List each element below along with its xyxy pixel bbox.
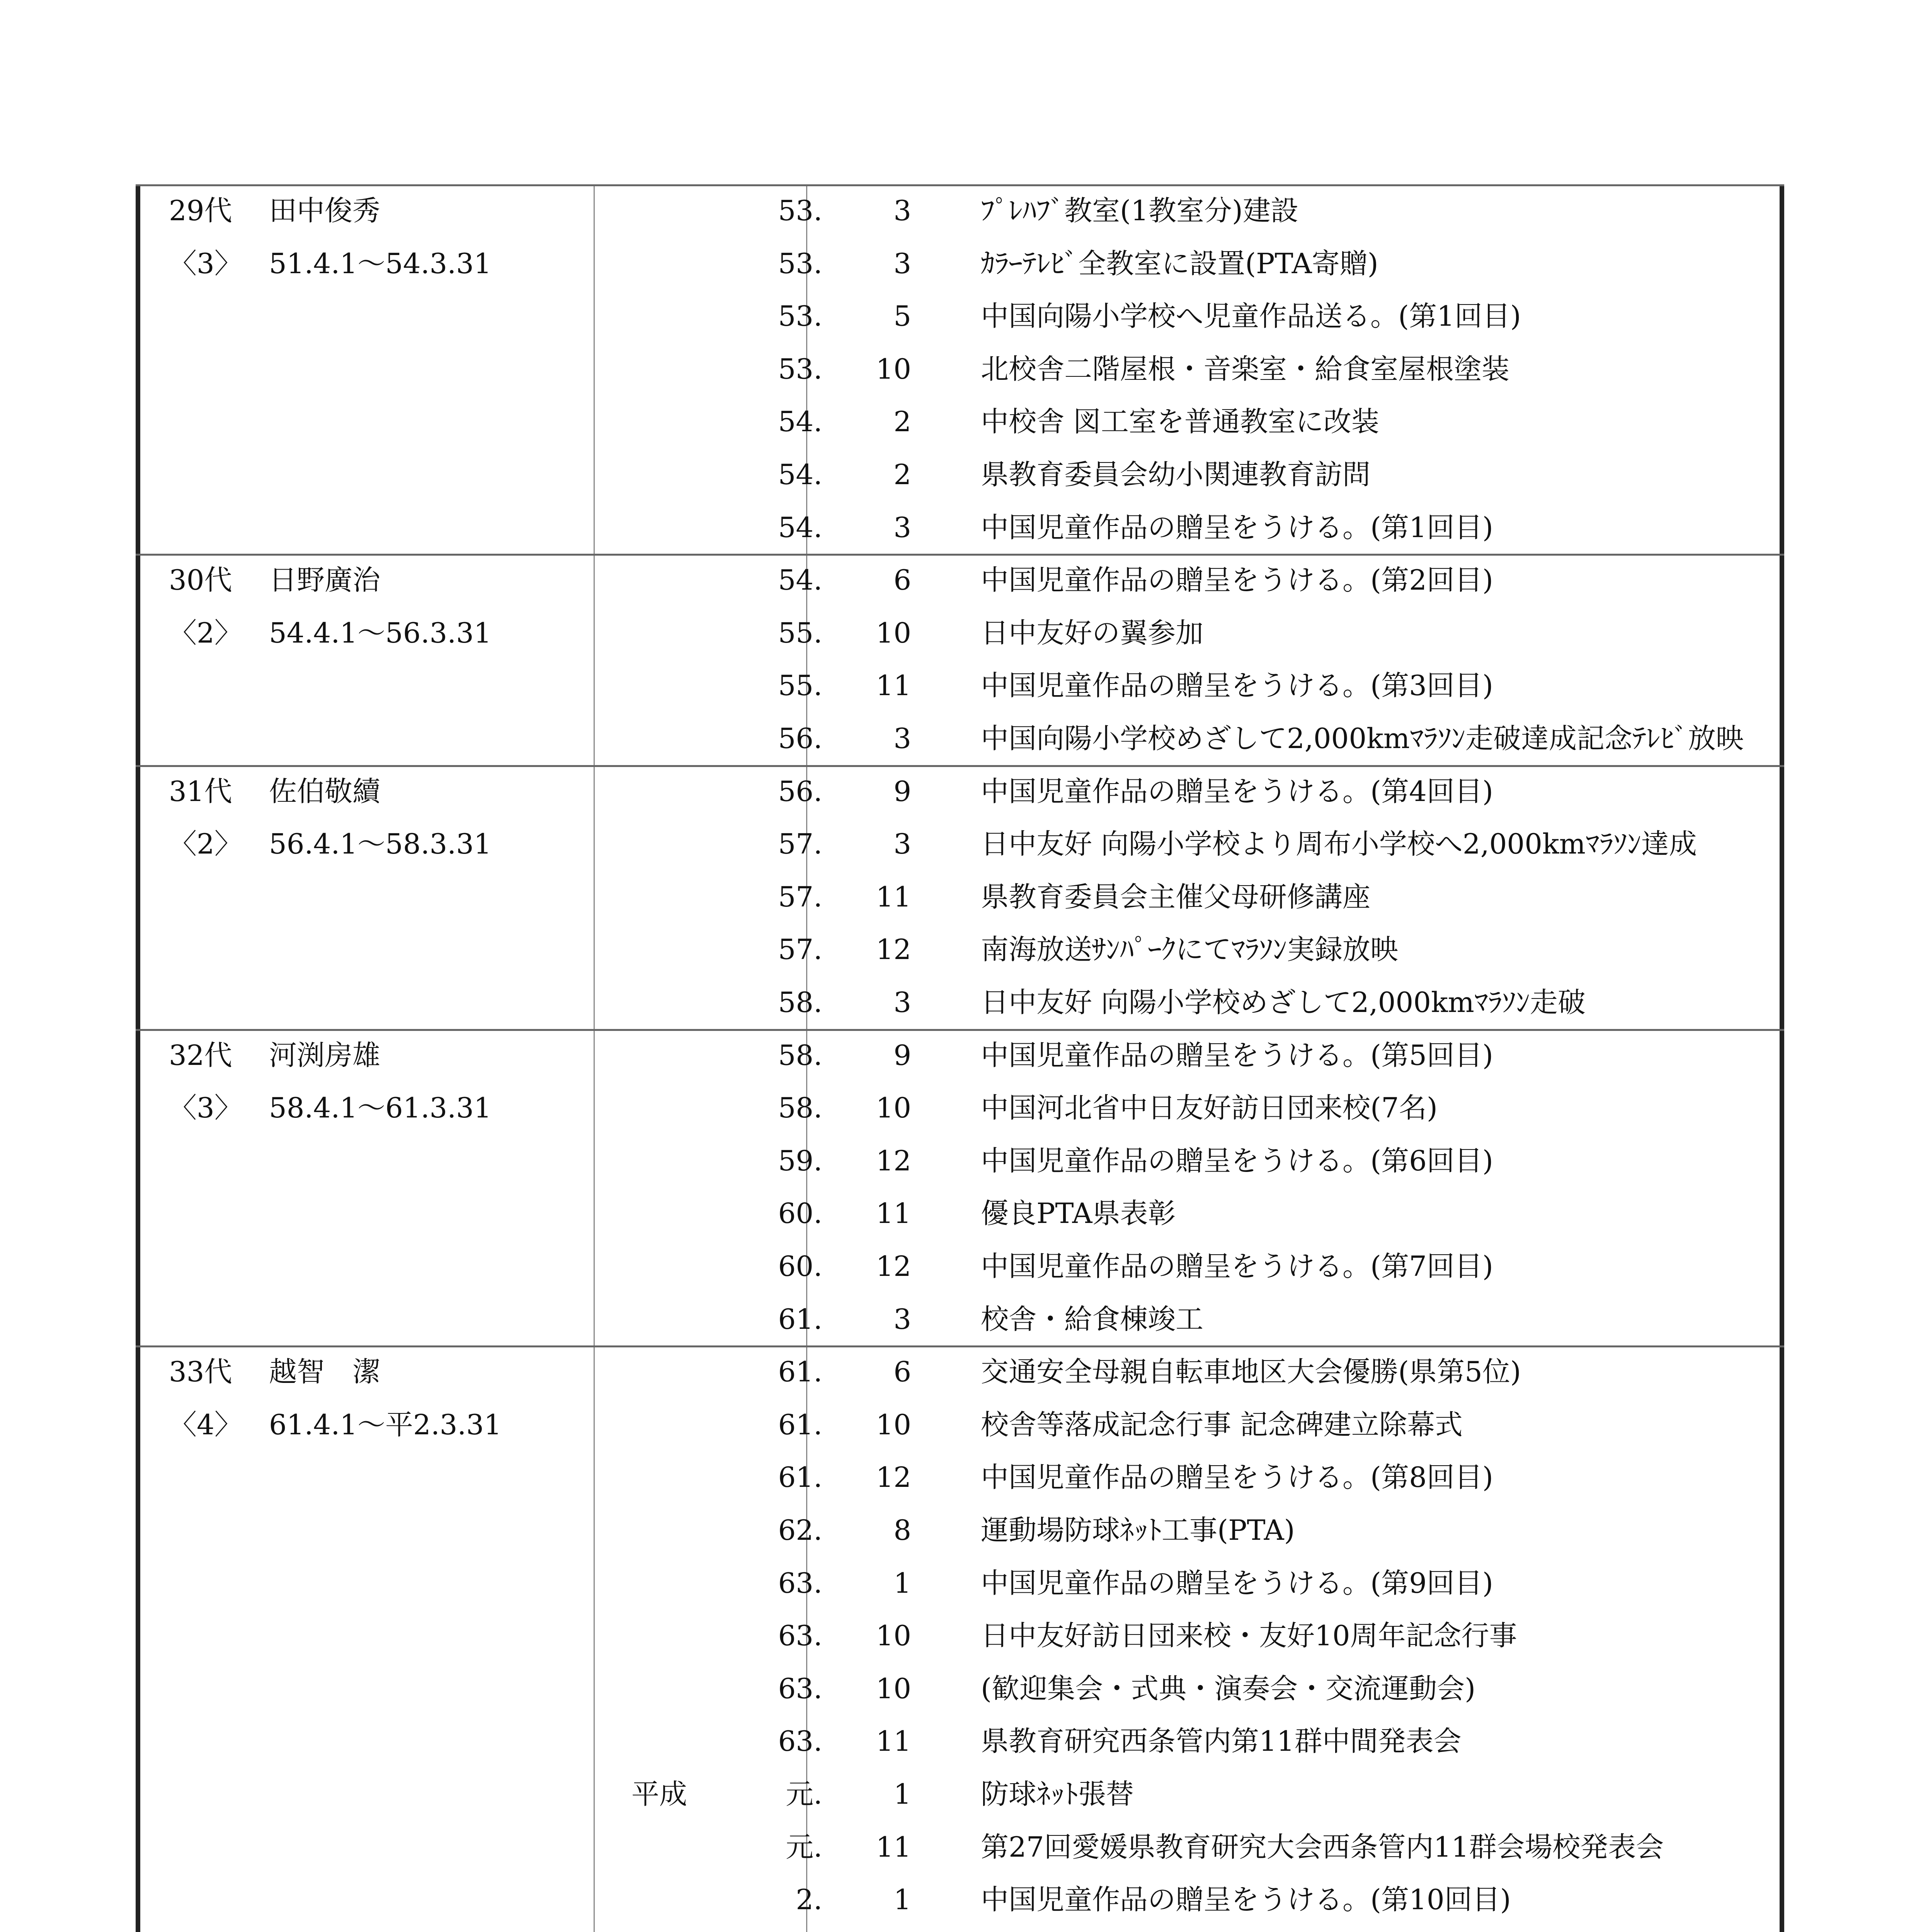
event-month: 2 <box>893 405 911 438</box>
principal-tenure-period: 58.4.1〜61.3.31 <box>269 1092 492 1124</box>
event-row <box>594 448 1784 501</box>
event-text: ﾌﾟﾚﾊﾌﾞ教室(1教室分)建設 <box>981 194 1298 227</box>
event-year: 53. <box>778 300 822 333</box>
event-month: 2 <box>893 458 911 491</box>
principal-section <box>136 765 1784 1029</box>
event-month: 11 <box>876 669 911 702</box>
event-row <box>594 1557 1784 1610</box>
principal-term-years: 〈3〉 <box>169 247 242 280</box>
event-month: 10 <box>876 1408 911 1441</box>
event-text: 中校舎 図工室を普通教室に改装 <box>981 405 1379 438</box>
event-text: 北校舎二階屋根・音楽室・給食室屋根塗装 <box>981 352 1510 385</box>
event-year: 63. <box>778 1566 822 1599</box>
principal-term-years: 〈4〉 <box>169 1408 242 1441</box>
event-month: 6 <box>893 564 911 597</box>
event-year <box>695 1926 822 1932</box>
event-row <box>594 1451 1784 1504</box>
event-year: 57. <box>778 828 822 861</box>
event-text: 県教育研究西条管内第11群中間発表会 <box>981 1725 1462 1758</box>
event-year: 58. <box>778 1092 822 1124</box>
event-month <box>826 1926 911 1932</box>
event-month: 11 <box>876 1197 911 1230</box>
event-year: 59. <box>778 1144 822 1177</box>
event-month: 3 <box>893 986 911 1019</box>
event-row <box>594 1240 1784 1293</box>
event-row <box>594 765 1784 818</box>
event-text: 日中友好の翼参加 <box>981 616 1204 649</box>
event-month: 3 <box>893 511 911 544</box>
event-month: 1 <box>893 1777 911 1810</box>
event-text: 中国児童作品の贈呈をうける。(第7回目) <box>981 1250 1493 1282</box>
event-month: 1 <box>893 1883 911 1916</box>
event-row <box>594 395 1784 448</box>
event-row <box>594 1504 1784 1557</box>
event-text: 校舎等落成記念行事 記念碑建立除幕式 <box>981 1408 1463 1441</box>
principal-generation: 30代 <box>169 564 232 597</box>
event-text: 中国児童作品の贈呈をうける。(第8回目) <box>981 1461 1493 1494</box>
event-year: 54. <box>778 458 822 491</box>
event-year: 56. <box>778 775 822 808</box>
event-text: 中国河北省中日友好訪日団来校(7名) <box>981 1092 1438 1124</box>
history-table <box>136 184 1784 1932</box>
event-text: 中国児童作品の贈呈をうける。(第4回目) <box>981 775 1493 808</box>
event-month: 10 <box>876 1092 911 1124</box>
event-year: 54. <box>778 405 822 438</box>
event-text: 運動場防球ﾈｯﾄ工事(PTA) <box>981 1514 1295 1546</box>
event-text: ｶﾗｰﾃﾚﾋﾞ全教室に設置(PTA寄贈) <box>981 247 1378 280</box>
event-year: 58. <box>778 986 822 1019</box>
event-row <box>594 1293 1784 1346</box>
principal-name: 越智 潔 <box>269 1355 381 1388</box>
event-month: 3 <box>893 1303 911 1335</box>
event-year: 57. <box>778 933 822 966</box>
event-text: (歓迎集会・式典・演奏会・交流運動会) <box>981 1672 1476 1705</box>
event-row <box>594 976 1784 1029</box>
event-row <box>594 1134 1784 1187</box>
event-row <box>594 1398 1784 1451</box>
event-row <box>594 1768 1784 1821</box>
principal-name: 佐伯敬續 <box>269 775 381 808</box>
event-year: 54. <box>778 564 822 597</box>
event-month: 12 <box>876 1250 911 1282</box>
event-year: 53. <box>778 352 822 385</box>
principal-info <box>136 1345 594 1932</box>
event-year: 54. <box>778 511 822 544</box>
event-text: 日中友好 向陽小学校より周布小学校へ2,000kmﾏﾗｿﾝ達成 <box>981 828 1697 861</box>
principal-term-years: 〈2〉 <box>169 828 242 861</box>
event-month: 10 <box>876 352 911 385</box>
event-row <box>594 184 1784 237</box>
event-year: 61. <box>778 1461 822 1494</box>
event-row <box>594 607 1784 660</box>
event-month: 8 <box>893 1514 911 1546</box>
event-month: 5 <box>893 300 911 333</box>
event-year: 2. <box>796 1883 822 1916</box>
event-month: 10 <box>876 616 911 649</box>
event-month: 11 <box>876 880 911 913</box>
event-text: 中国児童作品の贈呈をうける。(第9回目) <box>981 1566 1493 1599</box>
event-year: 53. <box>778 247 822 280</box>
event-year: 57. <box>778 880 822 913</box>
event-row <box>594 659 1784 712</box>
event-month: 3 <box>893 194 911 227</box>
event-row <box>594 712 1784 765</box>
event-text: 中国向陽小学校めざして2,000kmﾏﾗｿﾝ走破達成記念ﾃﾚﾋﾞ放映 <box>981 722 1744 755</box>
event-text: 中国児童作品の贈呈をうける。(第6回目) <box>981 1144 1493 1177</box>
principal-tenure-period: 56.4.1〜58.3.31 <box>269 828 492 861</box>
event-text: 県教育委員会主催父母研修講座 <box>981 880 1371 913</box>
principal-generation: 32代 <box>169 1039 232 1071</box>
event-row <box>594 1715 1784 1768</box>
event-year: 63. <box>778 1672 822 1705</box>
principal-tenure-period: 61.4.1〜平2.3.31 <box>269 1408 502 1441</box>
event-row <box>594 1873 1784 1926</box>
event-row <box>594 1609 1784 1662</box>
event-text: 第27回愛媛県教育研究大会西条管内11群会場校発表会 <box>981 1830 1664 1863</box>
event-row <box>594 923 1784 976</box>
event-year: 63. <box>778 1619 822 1652</box>
event-row <box>594 1345 1784 1398</box>
principal-name: 日野廣治 <box>269 564 381 597</box>
event-year: 61. <box>778 1303 822 1335</box>
event-text: 中国児童作品の贈呈をうける。(第5回目) <box>981 1039 1493 1071</box>
principal-generation: 29代 <box>169 194 232 227</box>
event-month: 3 <box>893 722 911 755</box>
event-text: 県教育委員会幼小関連教育訪問 <box>981 458 1371 491</box>
event-month: 10 <box>876 1619 911 1652</box>
event-text: 日中友好訪日団来校・友好10周年記念行事 <box>981 1619 1517 1652</box>
event-year: 55. <box>778 616 822 649</box>
principal-tenure-period: 54.4.1〜56.3.31 <box>269 616 492 649</box>
event-row <box>594 554 1784 607</box>
event-month: 9 <box>893 1039 911 1071</box>
principal-section <box>136 1345 1784 1932</box>
event-year: 53. <box>778 194 822 227</box>
event-text: 優良PTA県表彰 <box>981 1197 1176 1230</box>
event-year: 63. <box>778 1725 822 1758</box>
event-year: 60. <box>778 1250 822 1282</box>
event-row <box>594 1029 1784 1082</box>
event-month: 12 <box>876 1144 911 1177</box>
event-text: 防球ﾈｯﾄ張替 <box>981 1777 1134 1810</box>
event-text: 南海放送ｻﾝﾊﾟｰｸにてﾏﾗｿﾝ実録放映 <box>981 933 1399 966</box>
event-month: 9 <box>893 775 911 808</box>
event-month: 1 <box>893 1566 911 1599</box>
event-row <box>594 1082 1784 1134</box>
event-row <box>594 818 1784 871</box>
event-text: 中国児童作品の贈呈をうける。(第1回目) <box>981 511 1493 544</box>
event-row <box>594 343 1784 396</box>
event-row <box>594 1662 1784 1715</box>
event-year: 56. <box>778 722 822 755</box>
principal-section <box>136 554 1784 765</box>
event-era: 平成 <box>631 1777 687 1810</box>
event-text: 校舎・給食棟竣工 <box>981 1303 1204 1335</box>
event-year: 61. <box>778 1355 822 1388</box>
principal-generation: 31代 <box>169 775 232 808</box>
event-month: 6 <box>893 1355 911 1388</box>
principal-tenure-period: 51.4.1〜54.3.31 <box>269 247 492 280</box>
event-year: 元. <box>786 1830 822 1863</box>
principal-info <box>136 1029 594 1346</box>
event-row <box>594 237 1784 290</box>
event-year: 元. <box>786 1777 822 1810</box>
event-year: 58. <box>778 1039 822 1071</box>
principal-info <box>136 184 594 554</box>
event-year: 61. <box>778 1408 822 1441</box>
event-text: 中国児童作品の贈呈をうける。(第10回目) <box>981 1883 1511 1916</box>
event-row <box>594 1187 1784 1240</box>
event-month: 3 <box>893 828 911 861</box>
principal-name: 河渕房雄 <box>269 1039 381 1071</box>
event-text: 交通安全母親自転車地区大会優勝(県第5位) <box>981 1355 1521 1388</box>
principal-term-years: 〈2〉 <box>169 616 242 649</box>
principal-info <box>136 554 594 765</box>
event-month: 11 <box>876 1830 911 1863</box>
event-month: 3 <box>893 247 911 280</box>
event-year: 60. <box>778 1197 822 1230</box>
event-row <box>594 290 1784 343</box>
principal-term-years: 〈3〉 <box>169 1092 242 1124</box>
principal-section <box>136 1029 1784 1346</box>
principal-section <box>136 184 1784 554</box>
event-row <box>594 1821 1784 1874</box>
event-row <box>594 501 1784 554</box>
event-month: 10 <box>876 1672 911 1705</box>
event-text: 中国向陽小学校へ児童作品送る。(第1回目) <box>981 300 1521 333</box>
event-month: 11 <box>876 1725 911 1758</box>
event-month: 12 <box>876 933 911 966</box>
event-text: 中国児童作品の贈呈をうける。(第3回目) <box>981 669 1493 702</box>
event-year: 55. <box>778 669 822 702</box>
principal-name: 田中俊秀 <box>269 194 381 227</box>
principal-generation: 33代 <box>169 1355 232 1388</box>
principal-info <box>136 765 594 1029</box>
event-text <box>981 1926 1351 1932</box>
event-year: 62. <box>778 1514 822 1546</box>
event-row <box>594 871 1784 923</box>
event-text: 日中友好 向陽小学校めざして2,000kmﾏﾗｿﾝ走破 <box>981 986 1586 1019</box>
event-row <box>594 1926 1784 1932</box>
event-month: 12 <box>876 1461 911 1494</box>
event-text: 中国児童作品の贈呈をうける。(第2回目) <box>981 564 1493 597</box>
